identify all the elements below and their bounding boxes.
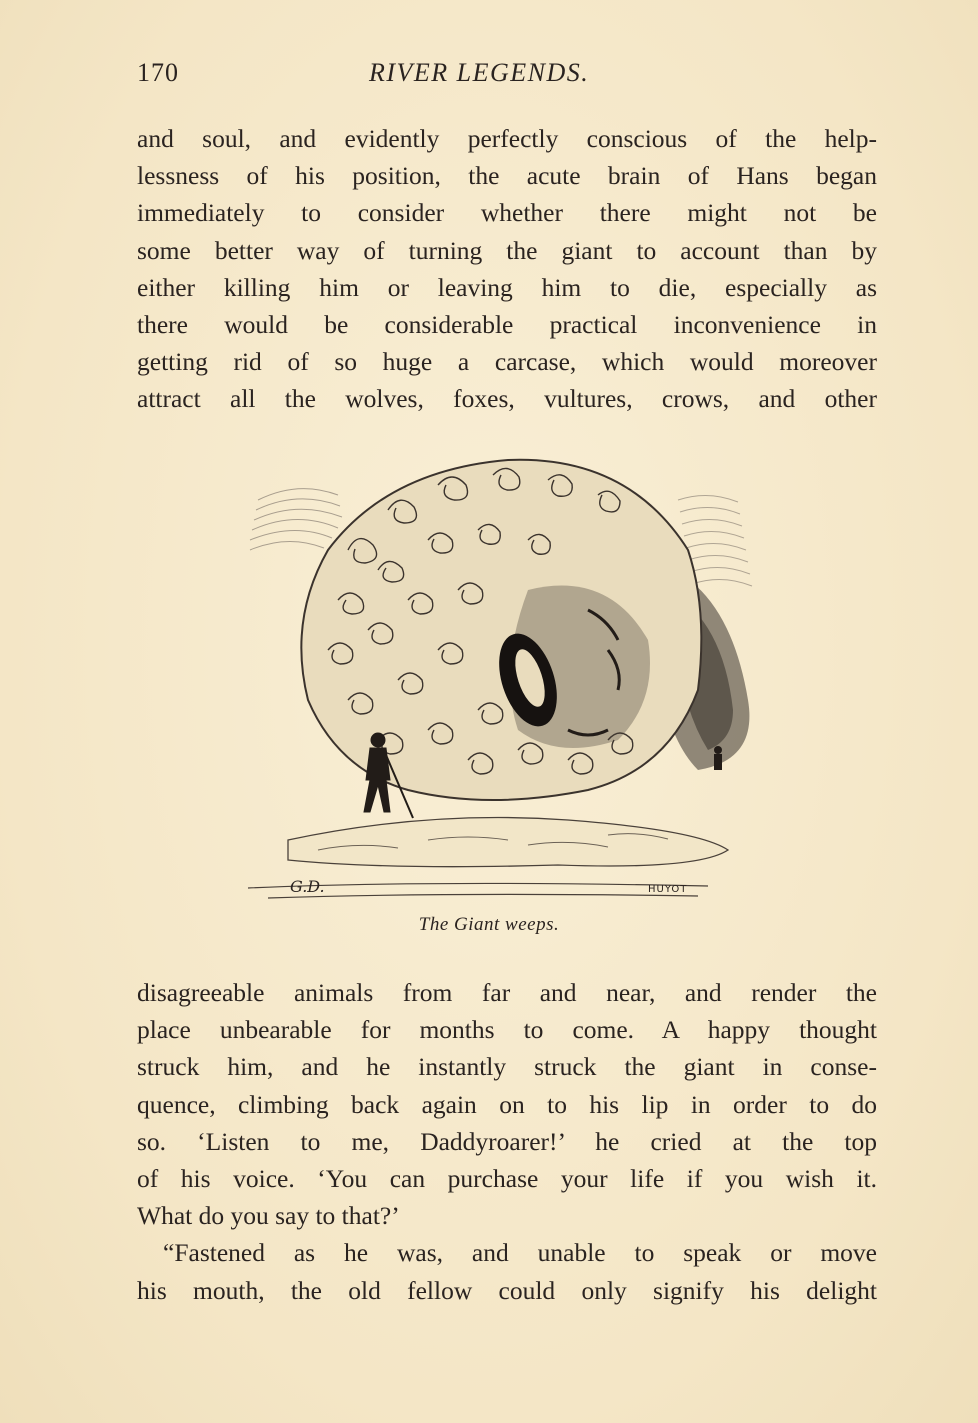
- paragraph-bottom: [137, 974, 877, 1309]
- text-line: quence, climbing back again on to his lip in order to do: [137, 1089, 877, 1119]
- text-line: so. ‘Listen to me, Daddyroarer!’ he cried at the top: [137, 1126, 877, 1156]
- text-line: disagreeable animals from far and near, and render the: [137, 978, 877, 1007]
- text-line: there would be considerable practical inconvenience in: [137, 310, 877, 340]
- text-line: either killing him or leaving him to die, especially as: [137, 272, 877, 302]
- text-line: “Fastened as he was, and unable to speak or move: [163, 1238, 877, 1268]
- artist-signature: G.D.: [290, 877, 325, 896]
- text-line: lessness of his position, the acute brain of Hans began: [137, 161, 877, 191]
- text-line: What do you say to that?’: [137, 1201, 400, 1231]
- text-line: some better way of turning the giant to account than by: [137, 235, 877, 265]
- engraving-image: [228, 440, 768, 910]
- text-line: struck him, and he instantly struck the giant in conse-: [137, 1052, 877, 1082]
- text-line: and soul, and evidently perfectly conscious of the help-: [137, 124, 877, 153]
- giant-illustration: [228, 440, 768, 910]
- paragraph-top: [137, 120, 877, 418]
- text-line: place unbearable for months to come. A happy thought: [137, 1015, 877, 1045]
- text-line: getting rid of so huge a carcase, which would moreover: [137, 347, 877, 377]
- engraver-signature: HUYOT: [648, 884, 688, 895]
- text-line: his mouth, the old fellow could only signify his delight: [137, 1275, 877, 1305]
- page-number: 170: [137, 58, 179, 87]
- text-line: attract all the wolves, foxes, vultures, crows, and other: [137, 384, 877, 414]
- page-header: [137, 58, 877, 98]
- running-head: RIVER LEGENDS.: [369, 58, 590, 87]
- text-line: of his voice. ‘You can purchase your life if you wish it.: [137, 1164, 877, 1194]
- text-line: immediately to consider whether there might not be: [137, 198, 877, 228]
- figure-caption: The Giant weeps.: [418, 914, 560, 935]
